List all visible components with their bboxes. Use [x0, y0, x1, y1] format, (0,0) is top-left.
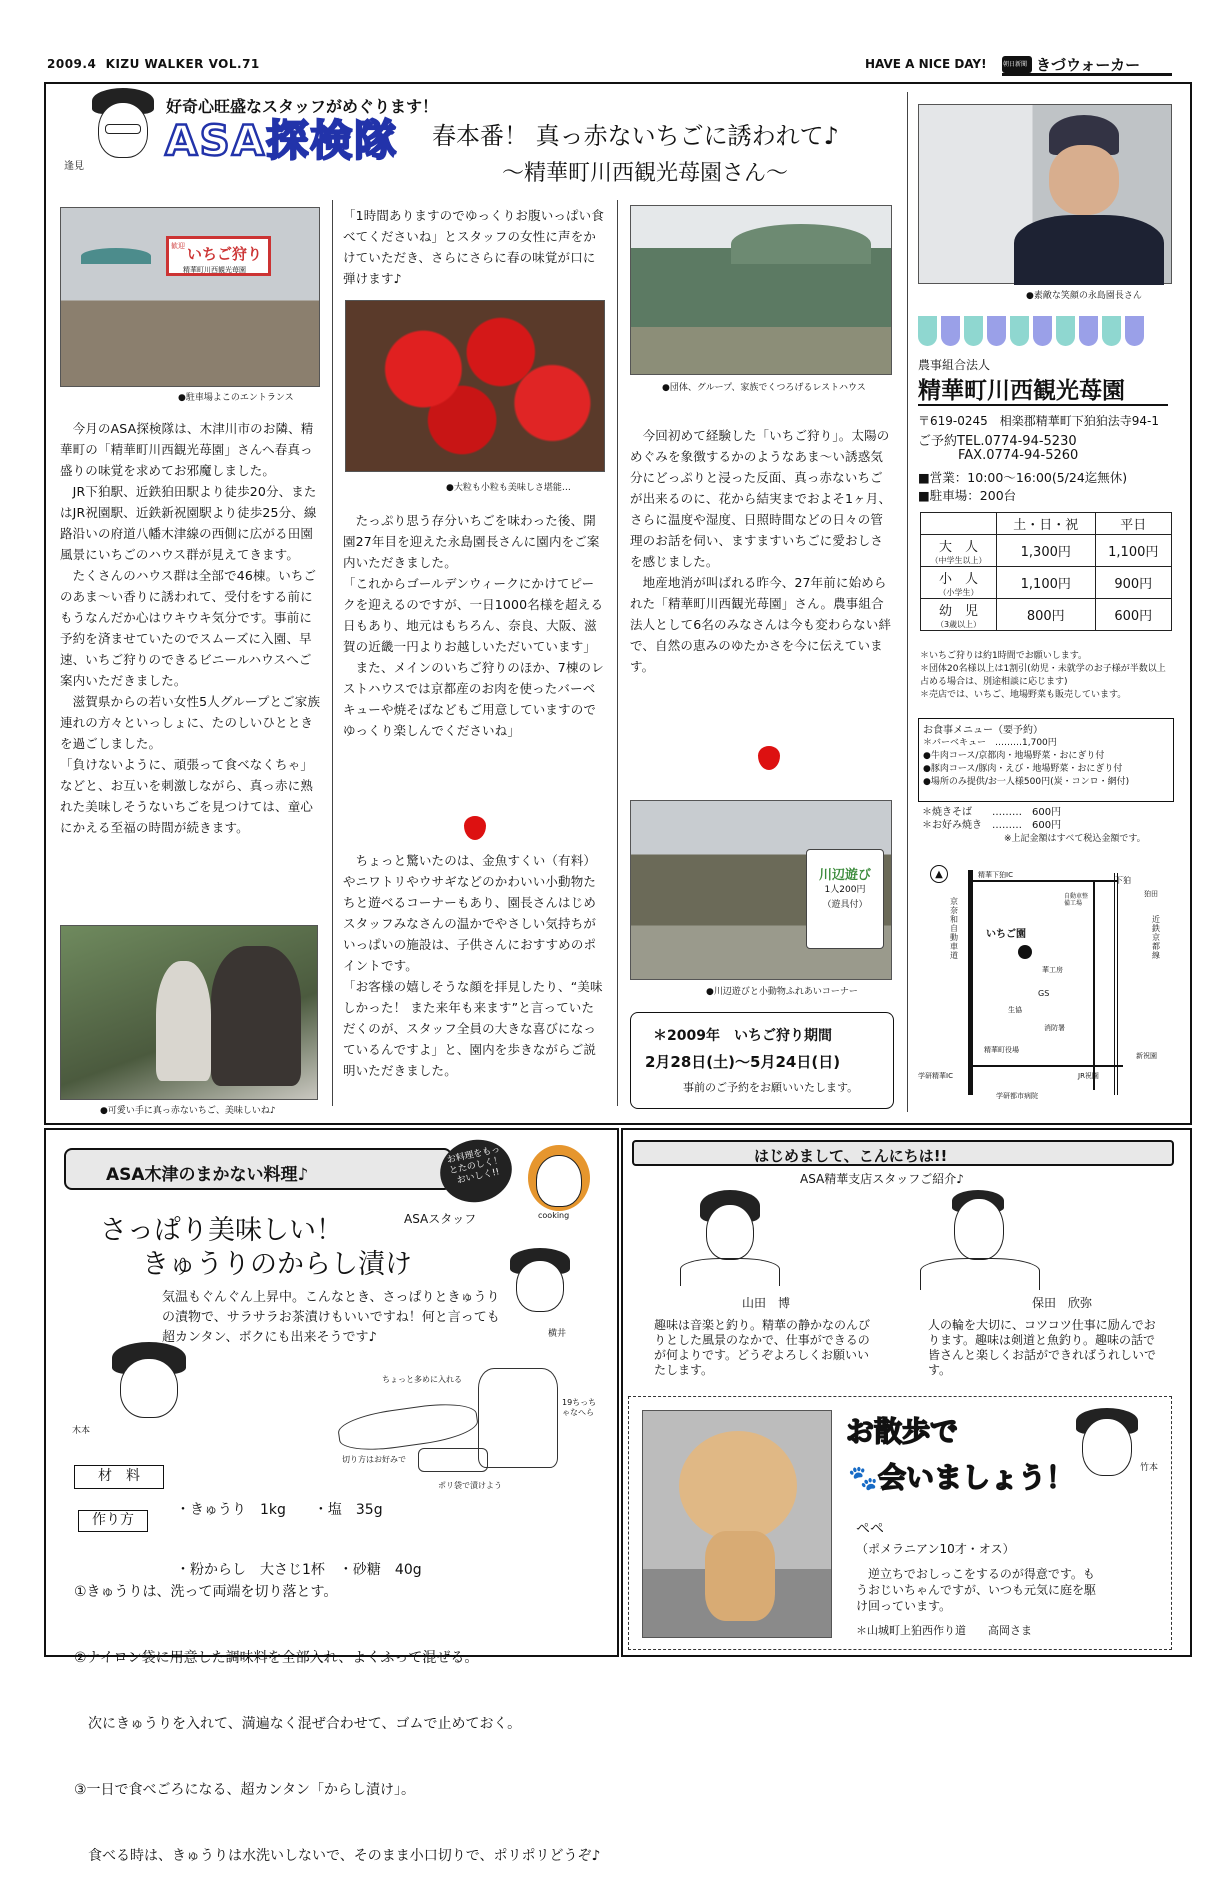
map-label: 学研精華IC — [918, 1072, 953, 1080]
map-label: 新祝園 — [1136, 1052, 1157, 1060]
berries-caption: ●大粒も小粒も美味しさ堪能… — [446, 483, 571, 493]
col1-para: 今月のASA探検隊は、木津川市のお隣、精華町の「精華町川西観光苺園」さんへ春真っ盛りの味覚を求めてお邪魔しました。 — [60, 421, 314, 478]
recipe-title2: きゅうりのからし漬け — [142, 1249, 412, 1280]
stripe — [964, 316, 983, 346]
asa-col3 — [630, 425, 895, 677]
step-line: ①きゅうりは、洗って両端を切り落とす。 — [74, 1584, 338, 1600]
period-title: ＊2009年 いちご狩り期間 — [653, 1028, 832, 1044]
table-cell — [921, 535, 997, 567]
dog-name: ペペ — [856, 1521, 884, 1537]
staff-desc: 趣味は音楽と釣り。精華の静かなのんびりとした風景のなかで、仕事ができるのが何よりです。どうぞよろしくお願いいたします。 — [654, 1318, 871, 1377]
note-line: ＊団体20名様以上は1割引(幼児・未就学のお子様が半数以上占める場合は、別途相談に応じます) — [920, 664, 1166, 687]
menu-note: ※上記金額はすべて税込金額です。 — [1004, 834, 1146, 844]
step-line: ②ナイロン袋に用意した調味料を全部入れ、よくふって混ぜる。 — [74, 1650, 479, 1666]
asa-col2-mid — [343, 510, 605, 741]
menu-line: ●場所のみ提供/お一人様500円(炭・コンロ・網付) — [923, 777, 1130, 787]
decorative-stripes — [918, 316, 1172, 350]
yamada-illustration — [660, 1190, 800, 1286]
yokoi-illustration — [506, 1248, 576, 1324]
staff-name: 山田 博 — [742, 1296, 791, 1310]
asa-title: ASA探検隊 — [165, 116, 399, 165]
asa-headline: 春本番！ 真っ赤ないちごに誘われて♪ — [432, 122, 839, 150]
table-header — [921, 513, 997, 535]
menu-line: ＊お好み焼き ……… 600円 — [922, 820, 1062, 831]
row-label: 小 人 — [938, 571, 978, 587]
sketch-note: ポリ袋で漬けよう — [438, 1481, 502, 1490]
menu-line: ●豚肉コース/豚肉・えび・地場野菜・おにぎり付 — [923, 764, 1123, 774]
table-cell: 600円 — [1095, 599, 1171, 631]
table-cell: 1,300円 — [997, 535, 1096, 567]
col2-para: たっぷり思う存分いちごを味わった後、開園27年目を迎えた永島園長さんに園内をご案内いただきました。 — [343, 513, 600, 570]
map-label: 消防署 — [1044, 1024, 1065, 1032]
row-sub: （3歳以上） — [935, 619, 982, 629]
recipe-intro: 気温もぐんぐん上昇中。こんなとき、さっぱりときゅうりの漬物で、サラサラお茶漬けもいいですね！何と言っても超カンタン、ボクにも出来そうです♪ — [162, 1290, 500, 1345]
org-type: 農事組合法人 — [918, 358, 991, 372]
table-cell: 1,100円 — [997, 567, 1096, 599]
farm-name: 精華町川西観光苺園 — [918, 378, 1125, 404]
map-label: いちご園 — [986, 929, 1026, 940]
kimoto-illustration — [108, 1342, 192, 1436]
col1-para: 滋賀県からの若い女性5人グループとご家族連れの方々といっしょに、たのしいひとときを過ごしました。 — [60, 694, 321, 751]
zoo-corner-photo — [630, 800, 892, 980]
col3-para: 今回初めて経験した「いちご狩り」。太陽のめぐみを象徴するかのようなあま～い誘惑気分にどっぷりと浸った反面、真っ赤ないちごが出来るのに、花から結実までおよそ1ヶ月、さらに温度や湿度、日照時間などの日々の管理のお話を伺い、ますますいちごに愛おしさを感じました。 — [630, 428, 892, 569]
stripe — [941, 316, 960, 346]
farm-parking: ■駐車場：200台 — [918, 488, 1017, 503]
person-kimoto: 木本 — [72, 1426, 91, 1436]
menu-box — [918, 718, 1174, 802]
col1-para: 「負けないように、頑張って食べなくちゃ」などと、お互いを刺激しながら、真っ赤に熟れた美味しそうないちごを見つけては、童心にかえる至福の時間が続きます。 — [60, 757, 314, 835]
sketch-note: 19ちっちゃなへら — [562, 1398, 597, 1417]
farm-address: 〒619-0245 相楽郡精華町下狛狛法寺94-1 — [918, 414, 1160, 428]
stripe — [918, 316, 937, 346]
cooking-staff: ASAスタッフ — [404, 1212, 477, 1226]
cooking-title-bar — [64, 1148, 452, 1190]
stripe — [1056, 316, 1075, 346]
period-note: 事前のご予約をお願いいたします。 — [683, 1081, 859, 1094]
map-label: 京奈和自動車道 — [950, 897, 958, 960]
entrance-caption: ●駐車場よこのエントランス — [178, 393, 294, 403]
takemoto-illustration — [1070, 1408, 1146, 1496]
zoo-caption: ●川辺遊びと小動物ふれあいコーナー — [706, 987, 858, 997]
zoo-sign-price: 1人200円 — [824, 885, 866, 895]
period-box — [630, 1012, 894, 1109]
table-header: 土・日・祝 — [997, 513, 1096, 535]
cooking-girl-illustration — [520, 1145, 600, 1225]
table-row — [921, 567, 1172, 599]
map-label: 精華下狛IC — [978, 871, 1013, 879]
method-steps — [74, 1537, 614, 1889]
staff-name: 保田 欣弥 — [1032, 1296, 1093, 1310]
house-caption: ●団体、グループ、家族でくつろげるレストハウス — [662, 383, 866, 393]
map-label: 下狛 — [1115, 876, 1131, 885]
yasuda-illustration — [910, 1190, 1050, 1290]
sketch-note: ちょっと多めに入れる — [382, 1375, 462, 1384]
col1-para: たくさんのハウス群は全部で46棟。いちごのあま～い香りに誘われて、受付をする前にもうなんだか心はウキウキ気分です。事前に予約を済ませていたのでスムーズに入園、早速、いちご狩りのできるビニールハウスへご案内いただきました。 — [60, 568, 317, 688]
staff-title-bar — [632, 1140, 1174, 1166]
row-sub: （中学生以上） — [930, 555, 987, 565]
rest-house-photo — [630, 205, 892, 375]
col2-para: 「お客様の嬉しそうな顔を拝見したり、“美味しかった！ また来年も来ます”と言っていただくのが、スタッフ全員の大きな喜びになっているんですよ」と、園内を歩きながらご説明いただきました。 — [343, 979, 603, 1078]
access-map — [918, 855, 1173, 1105]
cooking-title: ASA木津のまかない料理♪ — [106, 1165, 309, 1185]
ingredients-label: 材 料 — [74, 1465, 164, 1489]
strawberries-photo — [345, 300, 605, 472]
dog-info: （ポメラニアン10才・オス） — [856, 1542, 1015, 1556]
col3-para: 地産地消が叫ばれる昨今、27年前に始められた「精華町川西観光苺園」さん。農事組合法人として6名のみなさんは今も変わらない絆で、自然の恵みのゆたかさを今に伝えています。 — [630, 575, 892, 674]
reporter-illustration — [86, 88, 160, 160]
map-label: 狛田 — [1144, 890, 1158, 898]
dog-text: 逆立ちでおしっこをするのが得意です。もうおじいちゃんですが、いつも元気に庭を駆け回っています。 — [856, 1567, 1097, 1613]
north-icon: ▲ — [930, 865, 948, 883]
recipe-title1: さっぱり美味しい！ — [100, 1215, 343, 1246]
ingredient-line: ・粉からし 大さじ1杯 ・砂糖 40g — [176, 1562, 422, 1578]
table-cell — [921, 599, 997, 631]
slogan: HAVE A NICE DAY! — [865, 57, 987, 71]
table-header-row — [921, 513, 1172, 535]
asa-col1 — [60, 418, 322, 838]
table-row — [921, 535, 1172, 567]
paw-icon: 🐾 — [848, 1464, 878, 1492]
zoo-sign-title: 川辺遊び — [818, 868, 871, 883]
logo-text: きづウォーカー — [1036, 56, 1141, 74]
sign-sub: 精華町川西観光苺園 — [183, 266, 246, 274]
row-sub: （小学生） — [938, 587, 979, 597]
person-takemoto: 竹本 — [1140, 1463, 1159, 1473]
period-dates: 2月28日(土)～5月24日(日) — [645, 1053, 841, 1071]
map-label: 近鉄京都線 — [1152, 915, 1160, 960]
farm-fax: FAX.0774-94-5260 — [958, 448, 1079, 463]
menu-line: ●牛肉コース/京都肉・地場野菜・おにぎり付 — [923, 751, 1105, 761]
map-label: 学研都市病院 — [996, 1092, 1038, 1100]
stripe — [987, 316, 1006, 346]
ingredient-line: ・きゅうり 1kg ・塩 35g — [176, 1502, 383, 1518]
stripe — [1102, 316, 1121, 346]
table-cell — [921, 567, 997, 599]
map-label: 自動車整備工場 — [1064, 893, 1089, 907]
owner-photo — [918, 104, 1172, 284]
map-label: GS — [1038, 989, 1050, 998]
farm-hours: ■営業：10:00～16:00(5/24迄無休) — [918, 470, 1128, 485]
child-picking-photo — [60, 925, 318, 1100]
child-caption: ●可愛い手に真っ赤ないちご、美味しいね♪ — [100, 1106, 276, 1116]
col2-para: 「これからゴールデンウィークにかけてピークを迎えるのですが、一日1000名様を超える日もあり、地元はもちろん、奈良、大阪、滋賀の近畿一円よりお越しいただいています」 — [343, 576, 604, 654]
entrance-photo — [60, 207, 320, 387]
col2-para: ちょっと驚いたのは、金魚すくい（有料）やニワトリやウサギなどのかわいい小動物たちと遊べるコーナーもあり、園長さんはじめスタッフみなさんの温かでやさしい気持ちがいっぱいの施設は、子供さんにおすすめのポイントです。 — [343, 853, 597, 973]
col2-para: また、メインのいちご狩りのほか、7棟のレストハウスでは京都産のお肉を使ったバーベキューや焼そばなどもご用意していますのでゆっくり楽しんでくださいね」 — [343, 660, 604, 738]
dog-owner: ＊山城町上狛西作り道 高岡さま — [856, 1624, 1032, 1637]
table-cell: 900円 — [1095, 567, 1171, 599]
issue-label: 2009.4 KIZU WALKER VOL.71 — [47, 57, 260, 71]
walk-title2: 会いましょう！ — [878, 1461, 1075, 1494]
map-label: 生協 — [1008, 1006, 1022, 1014]
stripe — [1010, 316, 1029, 346]
step-line: 次にきゅうりを入れて、満遍なく混ぜ合わせて、ゴムで止めておく。 — [74, 1716, 522, 1732]
price-table — [920, 512, 1172, 631]
menu2 — [922, 806, 1061, 832]
price-notes — [920, 650, 1174, 702]
menu-line: ＊焼きそば ……… 600円 — [922, 807, 1062, 818]
step-line: 食べる時は、きゅうりは水洗いしないで、そのまま小口切りで、ポリポリどうぞ♪ — [74, 1848, 601, 1864]
table-cell: 800円 — [997, 599, 1096, 631]
bubble-text: お料理をもっとたのしく！おいしく!! — [446, 1144, 504, 1187]
staff-title: はじめまして、こんにちは!! — [754, 1147, 948, 1165]
farm-tel: ご予約TEL.0774-94-5230 — [918, 434, 1077, 449]
col1-para: JR下狛駅、近鉄狛田駅より徒歩20分、またはJR祝園駅、近鉄新祝園駅より徒歩25分、線路沿いの府道八幡木津線の西側に広がる田園風景にいちごのハウス群が見えてきます。 — [60, 484, 317, 562]
asa-intro: 好奇心旺盛なスタッフがめぐります！ — [166, 97, 439, 116]
method-label: 作り方 — [78, 1510, 148, 1532]
table-header: 平日 — [1095, 513, 1171, 535]
row-label: 大 人 — [938, 539, 978, 555]
table-cell: 1,100円 — [1095, 535, 1171, 567]
menu-title: お食事メニュー（要予約） — [923, 725, 1043, 736]
kizu-walker-logo — [1002, 52, 1172, 76]
note-line: ＊売店では、いちご、地場野菜も販売しています。 — [920, 690, 1127, 700]
asa-col2-top: 「1時間ありますのでゆっくりお腹いっぱい食べてくださいね」とスタッフの女性に声をかけていただき、さらにさらに春の味覚が口に弾けます♪ — [343, 208, 604, 286]
stripe — [1125, 316, 1144, 346]
zoo-sign-note: （遊具付） — [822, 900, 868, 910]
menu-line: ＊バーベキュー ………1,700円 — [923, 738, 1057, 748]
reporter-name: 逢見 — [64, 161, 84, 172]
dog-photo — [642, 1410, 832, 1638]
owner-caption: ●素敵な笑顔の永島園長さん — [1026, 291, 1142, 301]
map-label: 華工房 — [1042, 966, 1063, 974]
map-label: JR祝園 — [1078, 1072, 1099, 1080]
walk-title1: お散歩で — [846, 1415, 959, 1448]
person-yokoi: 横井 — [548, 1329, 567, 1339]
sign-text: いちご狩り — [187, 245, 263, 263]
table-row — [921, 599, 1172, 631]
row-label: 幼 児 — [938, 603, 978, 619]
stripe — [1033, 316, 1052, 346]
stripe — [1079, 316, 1098, 346]
cooking-tag: cooking — [538, 1211, 570, 1220]
map-label: 精華町役場 — [984, 1046, 1019, 1054]
sketch-note: 切り方はお好みで — [342, 1455, 406, 1464]
logo-badge: 朝日新聞 — [1003, 61, 1028, 68]
step-line: ③一日で食べごろになる、超カンタン「からし漬け」。 — [74, 1782, 415, 1798]
asa-col2-bottom — [343, 850, 605, 1081]
asa-subhead: ～精華町川西観光苺園さん～ — [502, 161, 789, 186]
note-line: ＊いちご狩りは約1時間でお願いします。 — [920, 651, 1088, 661]
staff-sub: ASA精華支店スタッフご紹介♪ — [800, 1172, 964, 1186]
staff-desc: 人の輪を大切に、コツコツ仕事に励んでおります。趣味は剣道と魚釣り。趣味の話で皆さんと楽しくお話ができればうれしいです。 — [928, 1318, 1157, 1377]
sign-small: 歓迎 — [171, 242, 185, 250]
asahi-badge-icon — [1002, 56, 1032, 73]
